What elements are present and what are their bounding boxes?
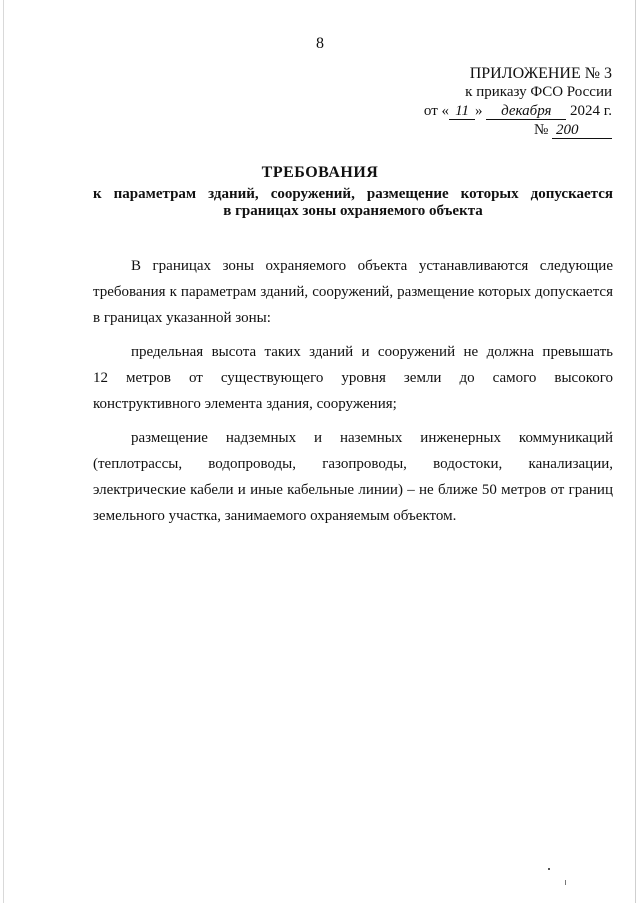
appendix-order-to: к приказу ФСО России <box>465 84 612 100</box>
paragraph-line: В границах зоны охраняемого объекта устанавливаются следующие <box>131 258 613 274</box>
paragraph-line: в границах указанной зоны: <box>93 310 271 326</box>
paragraph-line: предельная высота таких зданий и сооружений не должна превышать <box>131 344 613 360</box>
scan-speck <box>565 880 566 885</box>
scan-edge-left <box>3 0 4 903</box>
number-prefix: № <box>533 122 549 138</box>
order-number: 200 <box>552 123 612 139</box>
appendix-number-line <box>352 121 612 140</box>
date-prefix: от « <box>423 103 450 119</box>
paragraph-utilities <box>93 425 613 529</box>
paragraph-line: конструктивного элемента здания, сооружения; <box>93 396 397 412</box>
appendix-date-line <box>352 102 612 121</box>
paragraph-line: (теплотрассы, водопроводы, газопроводы, водостоки, канализации, <box>93 456 613 472</box>
document-body <box>93 253 613 537</box>
date-year: 2024 г. <box>570 103 612 119</box>
document-title: ТРЕБОВАНИЯ <box>261 164 379 181</box>
paragraph-intro <box>93 253 613 331</box>
paragraph-line: земельного участка, занимаемого охраняемым объектом. <box>93 508 457 524</box>
subtitle-line-2: в границах зоны охраняемого объекта <box>223 203 483 219</box>
paragraph-height-limit <box>93 339 613 417</box>
appendix-title: ПРИЛОЖЕНИЕ № 3 <box>469 65 612 82</box>
appendix-header <box>352 64 612 140</box>
subtitle-line-1: к параметрам зданий, сооружений, размещение которых допускается <box>93 186 613 202</box>
scan-speck <box>548 868 550 870</box>
scan-edge-right <box>635 0 636 903</box>
page-number: 8 <box>316 35 324 52</box>
paragraph-line: 12 метров от существующего уровня земли до самого высокого <box>93 370 613 386</box>
document-subtitle <box>93 186 613 220</box>
date-day: 11 <box>449 104 475 120</box>
date-mid: » <box>475 103 483 119</box>
paragraph-line: требования к параметрам зданий, сооружений, размещение которых допускается <box>93 284 613 300</box>
paragraph-line: размещение надземных и наземных инженерных коммуникаций <box>131 430 613 446</box>
paragraph-line: электрические кабели и иные кабельные линии) – не ближе 50 метров от границ <box>93 482 613 498</box>
date-month: декабря <box>486 104 566 120</box>
